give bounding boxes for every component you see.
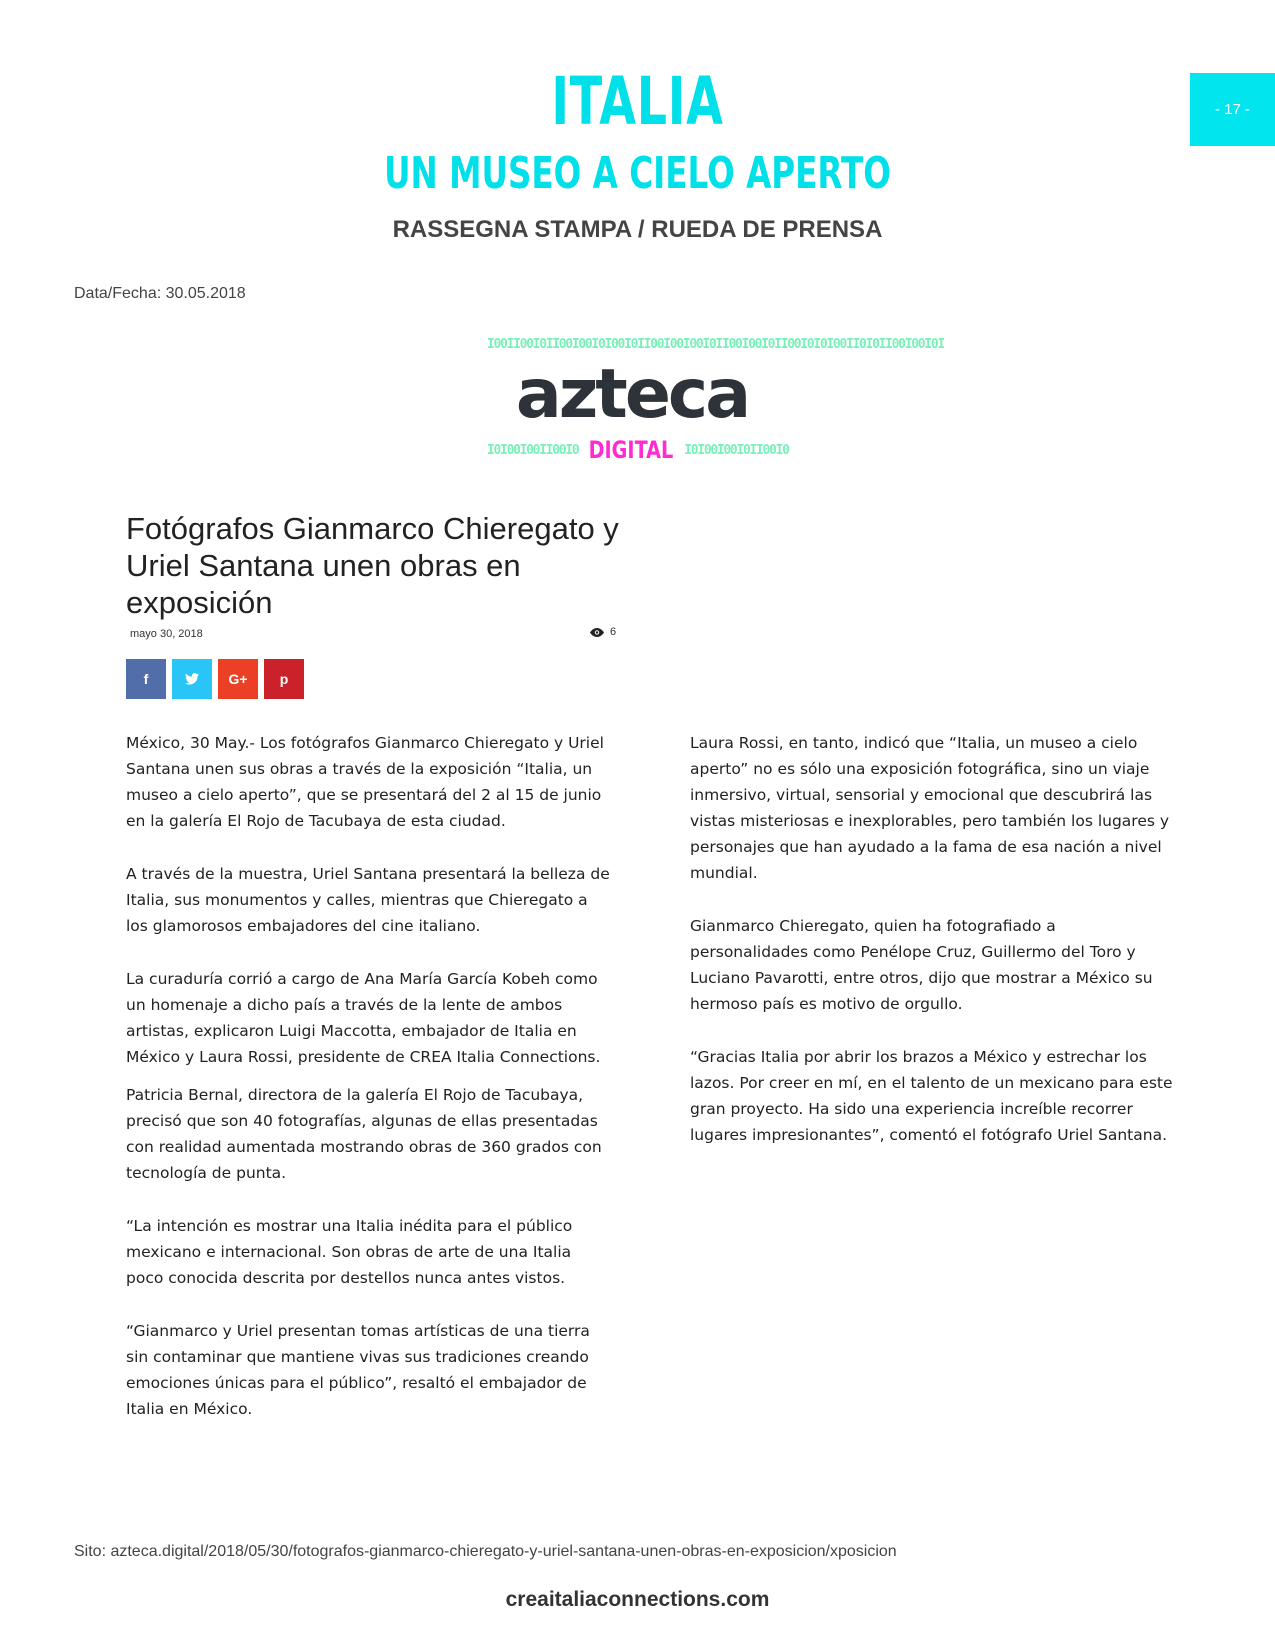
azteca-digital-logo: [487, 334, 944, 464]
share-googleplus-button[interactable]: [218, 659, 258, 699]
logo-tag: DIGITAL: [588, 436, 674, 464]
eye-icon: [590, 628, 604, 637]
right-paragraph-1: Laura Rossi, en tanto, indicó que “Italia, un museo a cielo aperto” no es sólo una exposición fotográfica, sino un viaje inmersivo, virtual, sensorial y emocional que descubrirá las vistas misteriosas e inexplorables, pero también los lugares y personajes que han ayudado a la fama de esa nación a nivel mundial.: [690, 734, 1170, 882]
left-paragraph-4: Patricia Bernal, directora de la galería El Rojo de Tacubaya, precisó que son 40 fotografías, algunas de ellas presentadas con realidad aumentada mostrando obras de 360 grados con tecnología de punta.: [126, 1086, 602, 1182]
page-number-badge: [1190, 73, 1275, 146]
pinterest-icon: p: [279, 671, 289, 687]
twitter-icon: [185, 673, 199, 685]
date-line: Data/Fecha: 30.05.2018: [74, 285, 246, 302]
share-pinterest-button[interactable]: [264, 659, 304, 699]
view-count: [590, 626, 616, 638]
footer-website: creaitaliaconnections.com: [505, 1588, 770, 1611]
article-date: mayo 30, 2018: [130, 628, 203, 640]
logo-binary-right: I0I00I00I0II00I0: [684, 442, 789, 458]
left-paragraph-1: México, 30 May.- Los fotógrafos Gianmarco Chieregato y Uriel Santana unen sus obras a través de la exposición “Italia, un museo a cielo aperto”, que se presentará del 2 al 15 de junio en la galería El Rojo de Tacubaya de esta ciudad.: [126, 734, 604, 830]
left-paragraph-5: “La intención es mostrar una Italia inédita para el público mexicano e internacional. Son obras de arte de una Italia poco conocida descrita por destellos nunca antes vistos.: [126, 1217, 573, 1287]
logo-wordmark: azteca: [515, 355, 749, 434]
page-number: - 17 -: [1214, 101, 1250, 118]
article-title: Fotógrafos Gianmarco Chieregato y Uriel Santana unen obras en exposición: [126, 511, 619, 620]
googleplus-icon: G+: [228, 671, 248, 687]
logo-binary-left: I0I00I00II00I0: [487, 442, 579, 458]
left-paragraph-3: La curaduría corrió a cargo de Ana María García Kobeh como un homenaje a dicho país a través de la lente de ambos artistas, explicaron Luigi Maccotta, embajador de Italia en México y Laura Rossi, presidente de CREA Italia Connections.: [126, 970, 601, 1066]
source-url: Sito: azteca.digital/2018/05/30/fotografos-gianmarco-chieregato-y-uriel-santana-unen-obras-en-exposicion/xposicion: [74, 1543, 897, 1560]
right-paragraph-3: “Gracias Italia por abrir los brazos a México y estrechar los lazos. Por creer en mí, en el talento de un mexicano para este gran proyecto. Ha sido una experiencia increíble recorrer lugares impresionantes”, comentó el fotógrafo Uriel Santana.: [690, 1048, 1173, 1144]
view-count-value: 6: [610, 626, 617, 638]
page-subtitle: UN MUSEO A CIELO APERTO: [384, 148, 891, 199]
share-twitter-button[interactable]: [172, 659, 212, 699]
facebook-icon: f: [143, 671, 149, 687]
logo-binary-top: I00II00I0II00I00I0I00I0II00I00I00I0II00I00I0II00I0I0I00II0I0II00I00I0I: [487, 337, 944, 352]
page-title: ITALIA: [551, 63, 724, 140]
right-paragraph-2: Gianmarco Chieregato, quien ha fotografiado a personalidades como Penélope Cruz, Guillermo del Toro y Luciano Pavarotti, entre otros, dijo que mostrar a México su hermoso país es motivo de orgullo.: [690, 917, 1153, 1013]
left-paragraph-2: A través de la muestra, Uriel Santana presentará la belleza de Italia, sus monumentos y calles, mientras que Chieregato a los glamorosos embajadores del cine italiano.: [126, 865, 610, 935]
share-facebook-button[interactable]: [126, 659, 166, 699]
section-heading: RASSEGNA STAMPA / RUEDA DE PRENSA: [392, 216, 883, 243]
left-paragraph-6: “Gianmarco y Uriel presentan tomas artísticas de una tierra sin contaminar que mantiene vivas sus tradiciones creando emociones únicas para el público”, resaltó el embajador de Italia en México.: [126, 1322, 590, 1418]
